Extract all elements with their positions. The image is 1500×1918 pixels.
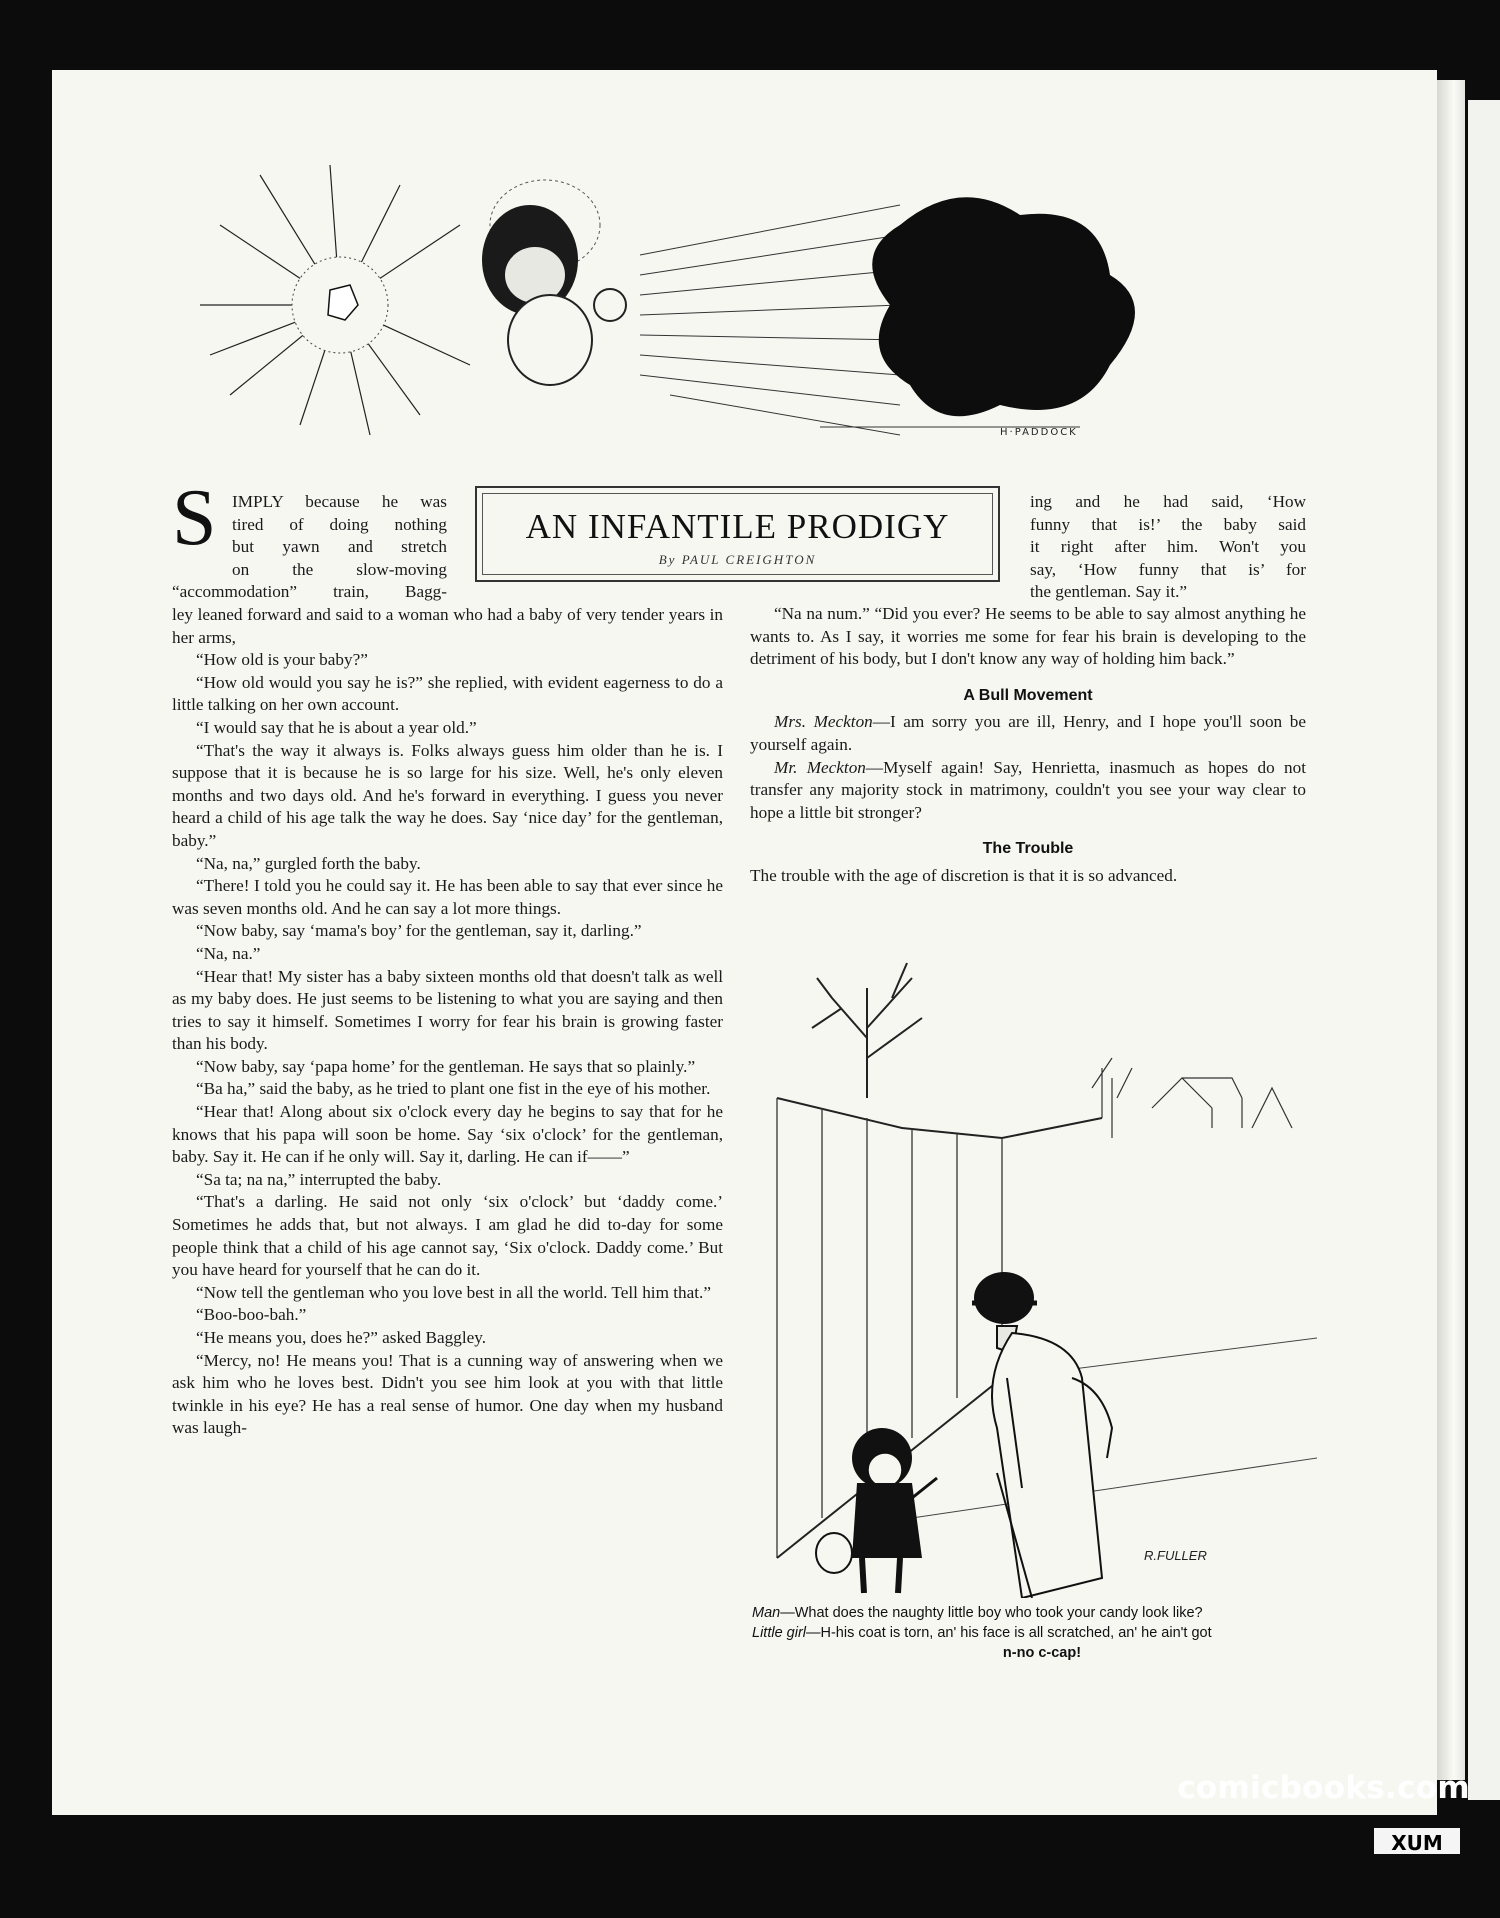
caption-speaker: Man [752,1605,781,1621]
dialogue-line [750,757,1306,825]
cartoon-caption [752,1603,1332,1663]
dialogue-text: —I am sorry you are ill, Henry, and I hope you'll soon be yourself again. [750,712,1306,754]
header-illustration-drawing [200,165,1310,455]
trouble-heading: The Trouble [982,840,1074,858]
paragraph: ley leaned forward and said to a woman who had a baby of very tender years in her arms, [172,605,723,647]
continuation-line: the gentleman. Say it.” [1030,582,1188,602]
bull-movement-heading: A Bull Movement [963,686,1093,704]
paragraph: “Ba ha,” said the baby, as he tried to plant one fist in the eye of his mother. [196,1079,711,1099]
caption-line: n-no c-cap! [1002,1645,1082,1661]
caption-line [752,1603,1332,1623]
caption-speaker: Little girl [752,1625,806,1641]
continuation-line: say, ‘How funny that is’ for [1030,559,1306,579]
paragraph: “Sa ta; na na,” interrupted the baby. [196,1169,442,1189]
next-page-edge [1468,100,1500,1800]
paragraph: “Now tell the gentleman who you love best in all the world. Tell him that.” [196,1282,711,1302]
paragraph: “Na na num.” “Did you ever? He seems to be able to say almost anything he wants to. As I say, it worries me some for fear his brain is developing to the detriment of his body, but I don't know any way of holding him back.” [750,604,1306,669]
paragraph: “Mercy, no! He means you! That is a cunning way of answering when we ask him who he loves best. Didn't you see him look at you with that little twinkle in his eye? He has a real sense of humor. One day when my husband was laugh- [172,1350,723,1438]
paragraph: “How old would you say he is?” she replied, with evident eagerness to do a little talking on her own account. [172,672,723,715]
paragraph: “Hear that! My sister has a baby sixteen months old that doesn't talk as well as my baby does. He just seems to be listening to what you are saying and then tries to say it himself. Sometimes I worry for fear his brain is growing faster than his body. [172,966,723,1054]
cartoon-drawing [772,958,1317,1598]
dialogue-text: —Myself again! Say, Henrietta, inasmuch as hopes do not transfer any majority stock in matrimony, couldn't you see your way clear to hope a little bit stronger? [750,757,1307,822]
intro-line: on the slow-moving [232,559,447,579]
article-title: AN INFANTILE PRODIGY [525,507,950,546]
speaker-name: Mr. Meckton [774,757,866,777]
paragraph: “That's a darling. He said not only ‘six o'clock’ but ‘daddy come.’ Sometimes he adds that, but not always. I am glad he did to-day for some people think that a child of his age cannot say, ‘Six o'clock. Daddy come.’ But you have heard for yourself that he can do it. [172,1192,723,1280]
watermark: comicbooks.com [1177,1770,1470,1806]
article-title-box [475,486,1000,582]
paragraph: The trouble with the age of discretion is that it is so advanced. [750,865,1178,885]
paragraph: “Na, na.” [196,943,261,963]
drop-cap: S [172,474,217,562]
right-column [750,603,1306,888]
intro-lines [172,491,447,604]
page-gutter [1437,80,1465,1780]
left-column [172,604,723,1440]
continuation-line: it right after him. Won't you [1030,537,1306,557]
caption-line [752,1623,1332,1643]
continuation-line: funny that is!’ the baby said [1030,514,1306,534]
paragraph: “He means you, does he?” asked Baggley. [196,1328,487,1347]
caption-text: —H-his coat is torn, an' his face is all scratched, an' he ain't got [806,1625,1212,1641]
article-byline: By PAUL CREIGHTON [658,552,817,567]
paragraph: “There! I told you he could say it. He has been able to say that ever since he was seven months old. And he can say a lot more things. [172,876,723,918]
continuation-line: ing and he had said, ‘How [1030,492,1306,511]
header-illustration [200,165,1310,455]
corner-tag: XUM [1374,1828,1460,1854]
title-box-inner [482,493,993,575]
caption-text: —What does the naughty little boy who took your candy look like? [780,1605,1203,1621]
dialogue-line [750,711,1306,756]
right-top-lines [1030,491,1306,604]
intro-line: “accommodation” train, Bagg- [172,582,447,602]
cartoon-signature: R.FULLER [1144,1548,1207,1563]
paragraph: “Now baby, say ‘mama's boy’ for the gentleman, say it, darling.” [196,921,642,941]
paragraph: “Na, na,” gurgled forth the baby. [196,853,421,873]
paragraph: “I would say that he is about a year old.” [196,717,477,737]
illustrator-signature: H·PADDOCK [1000,427,1078,438]
intro-line: IMPLY because he was [232,492,447,511]
intro-line: but yawn and stretch [232,537,447,557]
intro-line: tired of doing nothing [232,514,447,534]
paragraph: “That's the way it always is. Folks always guess him older than he is. I suppose that it is because he is so large for his size. Well, he's only eleven months and two days old. And he's forward in everything. I guess you never heard a child of his age talk the way he does. Say ‘nice day’ for the gentleman, baby.” [172,740,723,850]
paragraph: “Hear that! Along about six o'clock every day he begins to say that for he knows that his papa will soon be home. Say ‘six o'clock’ for the gentleman, baby. Say it. He can if he only will. Say it, darling. He can if——” [172,1102,723,1167]
speaker-name: Mrs. Meckton [774,712,873,732]
paragraph: “Now baby, say ‘papa home’ for the gentleman. He says that so plainly.” [196,1056,696,1076]
paragraph: “How old is your baby?” [196,650,368,670]
paragraph: “Boo-boo-bah.” [196,1305,307,1325]
